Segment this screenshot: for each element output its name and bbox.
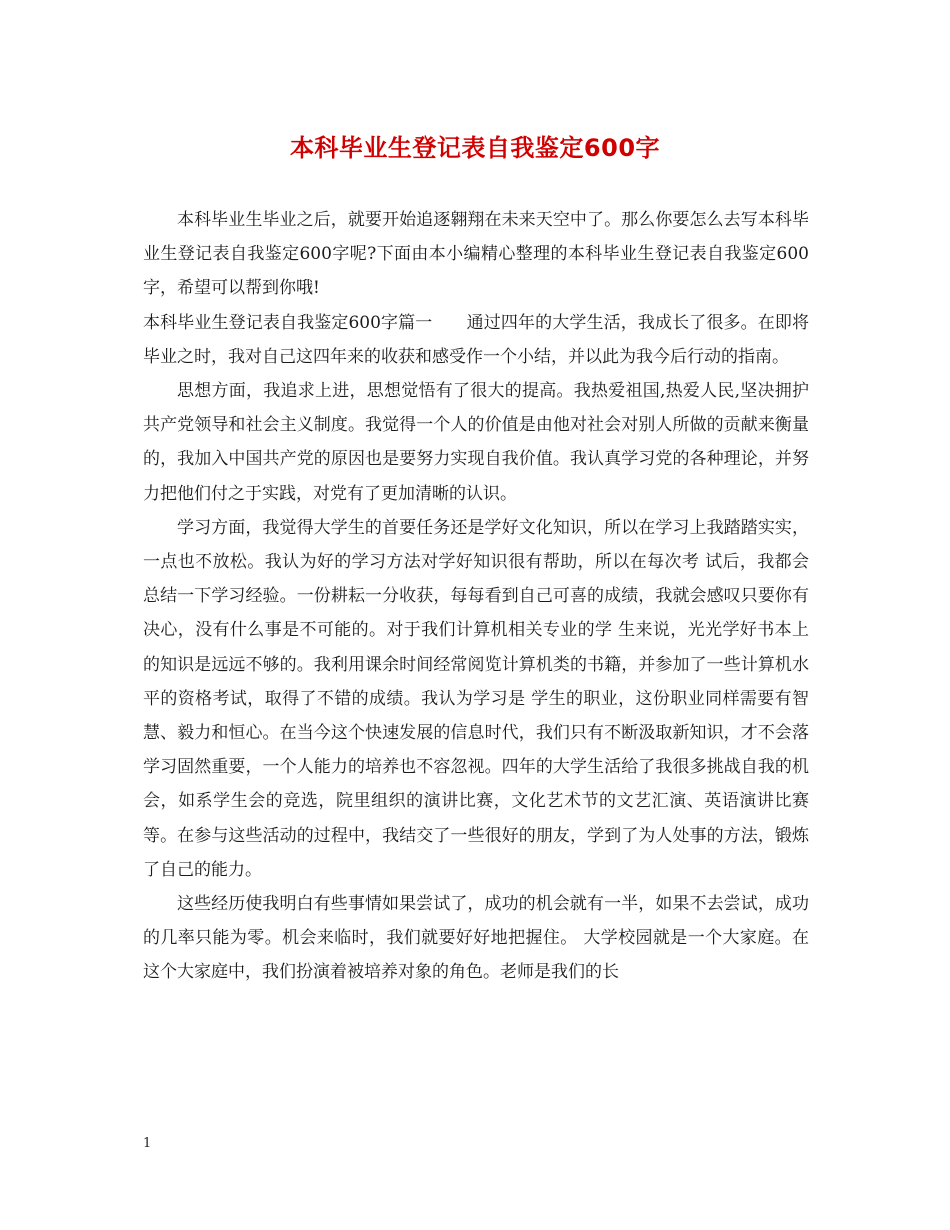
paragraph-ideology: 思想方面，我追求上进，思想觉悟有了很大的提高。我热爱祖国,热爱人民,坚决拥护共产党领导和社会主义制度。我觉得一个人的价值是由他对社会对别人所做的贡献来衡量的，我加入中国共产党的原因也是要努力实现自我价值。我认真学习党的各种理论，并努力把他们付之于实践，对党有了更加清晰的认识。: [143, 381, 809, 504]
document-title: 本科毕业生登记表自我鉴定600字: [289, 134, 661, 162]
document-body: [143, 203, 809, 990]
paragraph-section-one: 本科毕业生登记表自我鉴定600字篇一 通过四年的大学生活，我成长了很多。在即将毕业之时，我对自己这四年来的收获和感受作一个小结，并以此为我今后行动的指南。: [143, 312, 809, 367]
paragraph-intro: 本科毕业生毕业之后，就要开始追逐翱翔在未来天空中了。那么你要怎么去写本科毕业生登记表自我鉴定600字呢?下面由本小编精心整理的本科毕业生登记表自我鉴定600字，希望可以帮到你哦!: [143, 210, 809, 299]
page-number: 1: [143, 1136, 152, 1151]
paragraph-study: 学习方面，我觉得大学生的首要任务还是学好文化知识，所以在学习上我踏踏实实，一点也不放松。我认为好的学习方法对学好知识很有帮助，所以在每次考 试后，我都会总结一下学习经验。一份耕耘一分收获，每每看到自己可喜的成绩，我就会感叹只要你有决心，没有什么事是不可能的。对于我们计算机相关专业的学 生来说，光光学好书本上的知识是远远不够的。我利用课余时间经常阅览计算机类的书籍，并参加了一些计算机水平的资格考试，取得了不错的成绩。我认为学习是 学生的职业，这份职业同样需要有智慧、毅力和恒心。在当今这个快速发展的信息时代，我们只有不断汲取新知识，才不会落 学习固然重要，一个人能力的培养也不容忽视。四年的大学生活给了我很多挑战自我的机会，如系学生会的竞选，院里组织的演讲比赛，文化艺术节的文艺汇演、英语演讲比赛等。在参与这些活动的过程中，我结交了一些很好的朋友，学到了为人处事的方法，锻炼了自己的能力。: [143, 517, 809, 880]
paragraph-experience: 这些经历使我明白有些事情如果尝试了，成功的机会就有一半，如果不去尝试，成功的几率只能为零。机会来临时，我们就要好好地把握住。 大学校园就是一个大家庭。在这个大家庭中，我们扮演着被培养对象的角色。老师是我们的长: [143, 894, 809, 983]
